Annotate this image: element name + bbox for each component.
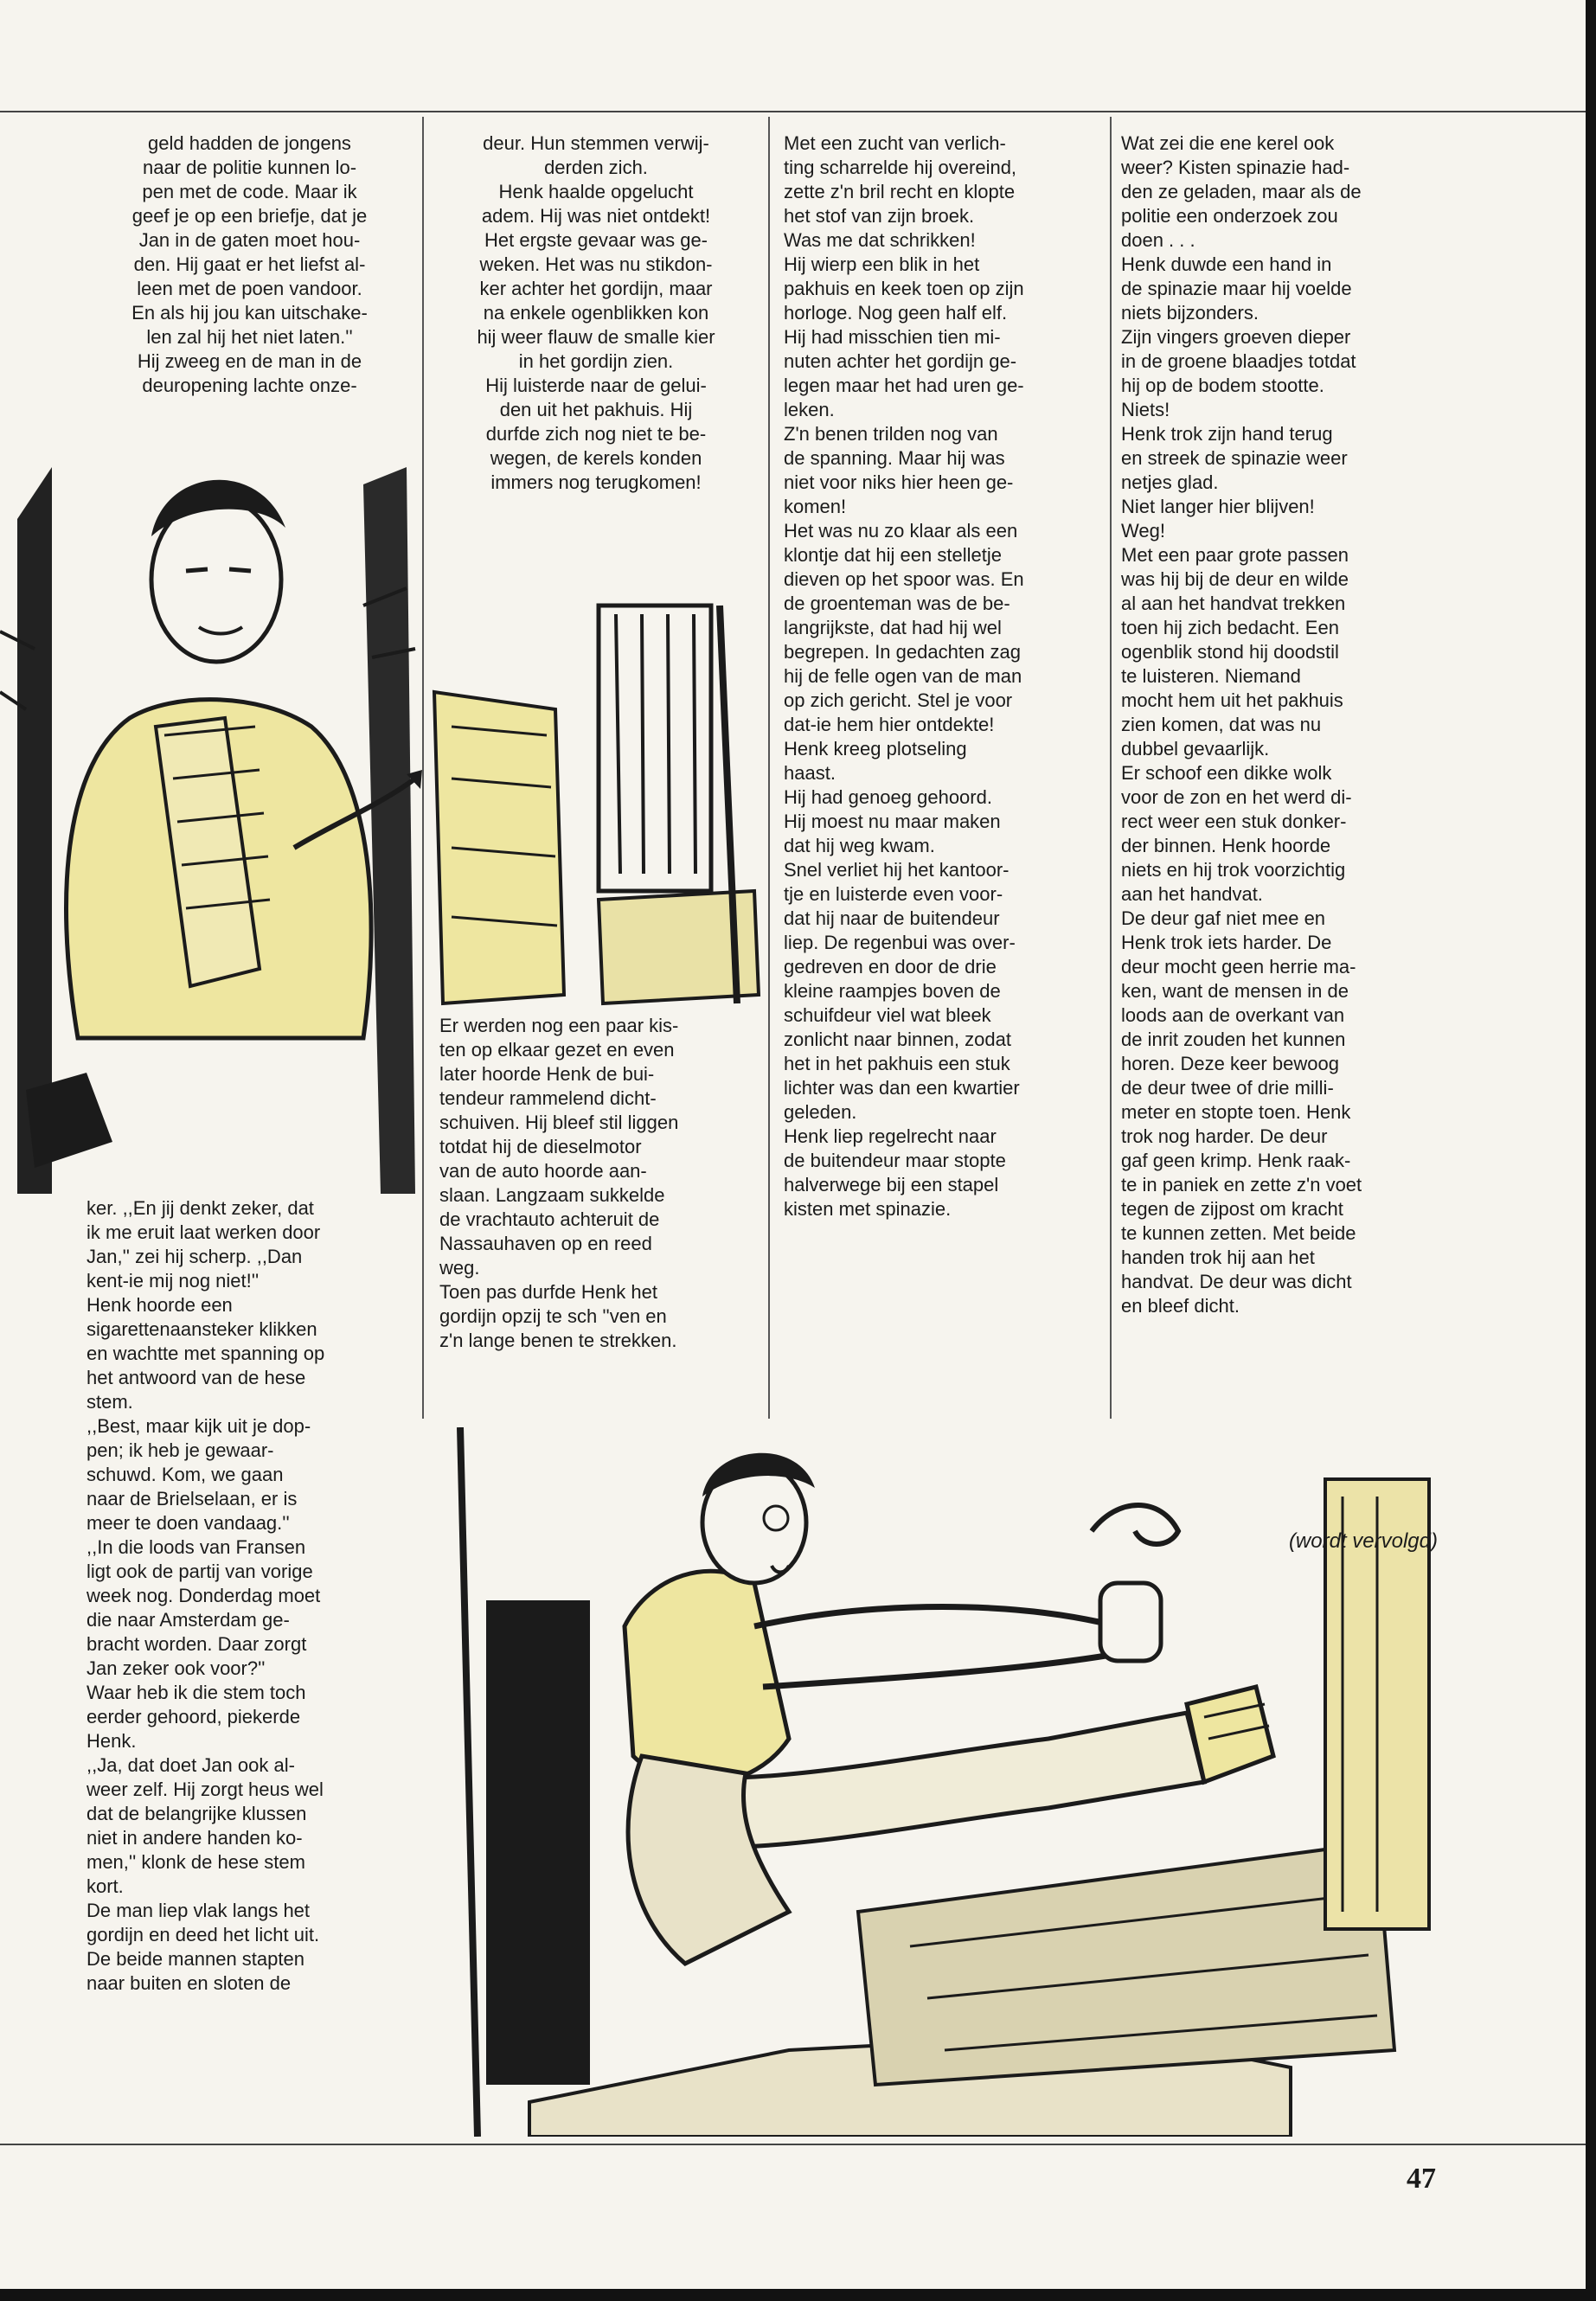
right-page-edge [1586, 0, 1596, 2301]
illustration-warehouse-interior [426, 588, 765, 1012]
column-2-top-text: deur. Hun stemmen verwij- derden zich. Henk haalde opgelucht adem. Hij was niet ontdekt! Het ergste gevaar was ge- weken. Het was nu stikdon- ker achter het gordijn, maar na enkele ogenblikken kon hij weer flauw de smalle kier in het gordijn zien. Hij luisterde naar de gelui- den uit het pakhuis. Hij durfde zich nog niet te be- wegen, de kerels konden immers nog terugkomen! [477, 132, 715, 493]
column-divider-2 [768, 117, 770, 1419]
bottom-page-edge [0, 2289, 1596, 2301]
column-2-bottom-text: Er werden nog een paar kis- ten op elkaar gezet en even later hoorde Henk de bui- tendeur rammelend dicht- schuiven. Hij bleef stil liggen totdat hij de dieselmotor van de auto hoorde aan- slaan. Langzaam sukkelde de vrachtauto achteruit de Nassauhaven op en reed weg. Toen pas durfde Henk het gordijn opzij te sch ''ven en z'n lange benen te strekken. [439, 1015, 679, 1351]
bottom-rule [0, 2144, 1596, 2145]
column-4-text: Wat zei die ene kerel ook weer? Kisten spinazie had- den ze geladen, maar als de politie een onderzoek zou doen . . . Henk duwde een hand in de spinazie maar hij voelde niets bijzonders. Zijn vingers groeven dieper in de groene blaadjes totdat hij op de bodem stootte. Niets! Henk trok zijn hand terug en streek de spinazie weer netjes glad. Niet langer hier blijven! Weg! Met een paar grote passen was hij bij de deur en wilde al aan het handvat trekken toen hij zich bedacht. Een ogenblik stond hij doodstil te luisteren. Niemand mocht hem uit het pakhuis zien komen, dat was nu dubbel gevaarlijk. Er schoof een dikke wolk voor de zon en het werd di- rect weer een stuk donker- der binnen. Henk hoorde niets en hij trok voorzichtig aan het handvat. De deur gaf niet mee en Henk trok iets harder. De deur mocht geen herrie ma- ken, want de mensen in de loods aan de overkant van de inrit zouden het kunnen horen. Deze keer bewoog de deur twee of drie milli- meter en stopte toen. Henk trok nog harder. De deur gaf geen krimp. Henk raak- te in paniek en zette z'n voet tegen de zijpost om kracht te kunnen zetten. Met beide handen trok hij aan het handvat. De deur was dicht en bleef dicht. [1121, 132, 1362, 1317]
page-number: 47 [1407, 2163, 1436, 2195]
top-rule [0, 111, 1596, 112]
illustration-man-in-doorway [0, 433, 422, 1194]
column-divider-1 [422, 117, 424, 1419]
column-3-text: Met een zucht van verlich- ting scharrelde hij overeind, zette z'n bril recht en klopte het stof van zijn broek. Was me dat schrikken! Hij wierp een blik in het pakhuis en keek toen op zijn horloge. Nog geen half elf. Hij had misschien tien mi- nuten achter het gordijn ge- legen maar het had uren ge- leken. Z'n benen trilden nog van de spanning. Maar hij was niet voor niks hier heen ge- komen! Het was nu zo klaar als een klontje dat hij een stelletje dieven op het spoor was. En de groenteman was de be- langrijkste, dat had hij wel begrepen. In gedachten zag hij de felle ogen van de man op zich gericht. Stel je voor dat-ie hem hier ontdekte! Henk kreeg plotseling haast. Hij had genoeg gehoord. Hij moest nu maar maken dat hij weg kwam. Snel verliet hij het kantoor- tje en luisterde even voor- dat hij naar de buitendeur liep. De regenbui was over- gedreven en door de drie kleine raampjes boven de schuifdeur viel wat bleek zonlicht naar binnen, zodat het in het pakhuis een stuk lichter was dan een kwartier geleden. Henk liep regelrecht naar de buitendeur maar stopte halverwege bij een stapel kisten met spinazie. [784, 132, 1024, 1220]
to-be-continued-note: (wordt vervolgd) [1288, 1529, 1438, 1553]
column-1-top-text: geld hadden de jongens naar de politie kunnen lo- pen met de code. Maar ik geef je op een briefje, dat je Jan in de gaten moet hou- den. Hij gaat er het liefst al- leen met de poen vandoor. En als hij jou kan uitschake- len zal hij het niet laten.'' Hij zweeg en de man in de deuropening lachte onze- [131, 132, 368, 396]
column-1-bottom-text: ker. ,,En jij denkt zeker, dat ik me eruit laat werken door Jan,'' zei hij scherp. ,,Dan kent-ie mij nog niet!'' Henk hoorde een sigarettenaansteker klikken en wachtte met spanning op het antwoord van de hese stem. ,,Best, maar kijk uit je dop- pen; ik heb je gewaar- schuwd. Kom, we gaan naar de Brielselaan, er is meer te doen vandaag.'' ,,In die loods van Fransen ligt ook de partij van vorige week nog. Donderdag moet die naar Amsterdam ge- bracht worden. Daar zorgt Jan zeker ook voor?'' Waar heb ik die stem toch eerder gehoord, piekerde Henk. ,,Ja, dat doet Jan ook al- weer zelf. Hij zorgt heus wel dat de belangrijke klussen niet in andere handen ko- men,'' klonk de hese stem kort. De man liep vlak langs het gordijn en deed het licht uit. De beide mannen stapten naar buiten en sloten de [87, 1197, 325, 1994]
column-divider-3 [1110, 117, 1112, 1419]
